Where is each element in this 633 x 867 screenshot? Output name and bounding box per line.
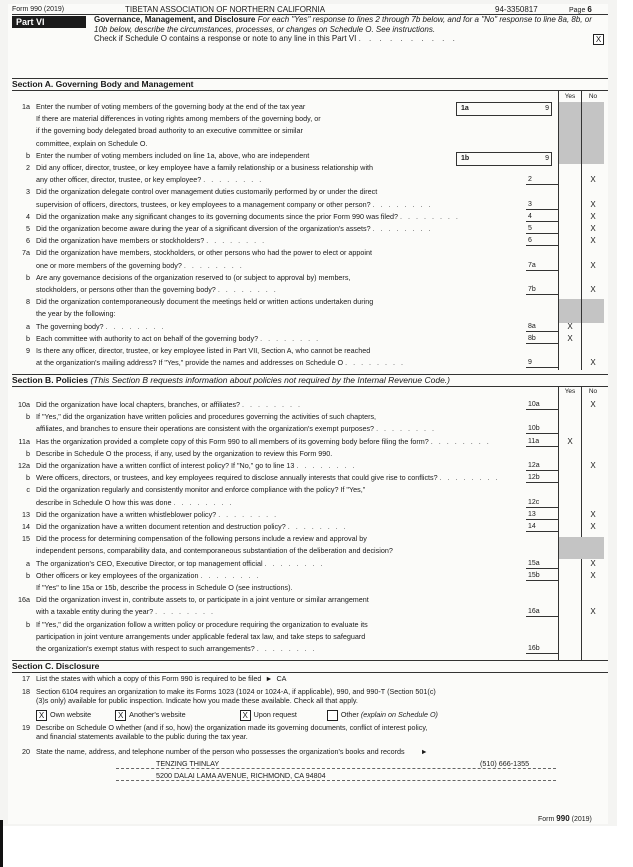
part-title: Governance, Management, and Disclosure [94,15,256,24]
line-number: 14 [22,522,30,531]
no-answer[interactable]: X [590,285,596,294]
line-text: Did the organization have local chapters, branches, or affiliates? . . . . . . . . [36,400,303,409]
no-answer[interactable]: X [590,236,596,246]
line-number: 15 [22,534,30,544]
line-1b-box-label: 1b [461,155,470,162]
no-answer[interactable]: X [590,400,596,409]
line-number: 3 [26,187,30,197]
no-answer[interactable]: X [590,358,596,368]
line-text: The organization's CEO, Executive Director, or top management official . . . . . . . . [36,558,325,568]
no-answer[interactable]: X [590,607,596,617]
line-ref: 6 [526,236,558,246]
section-b-no-header: No [588,388,598,395]
no-answer[interactable]: X [590,175,596,185]
line-text: if the governing body delegated broad authority to an executive committee or similar [36,126,303,136]
line-ref: 12c [526,498,558,508]
line-ref: 7a [526,261,558,271]
option-upon-request[interactable]: X Upon request [240,710,297,719]
line-text: If there are material differences in voting rights among members of the governing body, or [36,114,321,124]
section-b-title: Section B. Policies (This Section B requests information about policies not required by the Internal Revenue Code.) [12,374,608,387]
line-text: Describe in Schedule O the process, if any, used by the organization to review this Form 990. [36,448,333,458]
yes-answer[interactable]: X [567,321,573,331]
line-1b-value[interactable]: 9 [545,155,549,162]
line-text: Are any governance decisions of the organization reserved to (or subject to approval by) members, [36,272,351,282]
form-page: Form 990 (2019) TIBETAN ASSOCIATION OF NORTHERN CALIFORNIA 94-3350817 Page 6 Part VI Governance, Management, and Disclosure For each "Yes" response to lines 2 through 7b below, and for a "No" response to line 8a, 8b, or 10b below, describe the circumstances, processes, or changes on Schedule O. See instructions. Check if Schedule O contains a response or note to any line in this Part VI . . . . . . . . . . X Section A. Governing Body and Management Yes No 1a 9 1b 9 1a Enter the number of voting members of the governing body at the end of the tax year If there are material differences in voting rights among members of the governing body, or if the governing body delegated broad authority to an executive committee or similar committee, explain on Schedule O. b Enter the number of voting members included on line 1a, above, who are independent 2 Did any officer, director, trustee, or key employee have a family relationship or a business relationship with any other officer, director, trustee, or key employee? . . . . . . . . 2 X 3 Did the organization delegate control over management duties customarily performed by or under the direct supervision of officers, directors, trustees, or key employees to a management company or other person? . . . . . . . . 3 X 4 Did the organization make any significant changes to its governing documents since the prior Form 990 was filed? . . . . . . . . 4 X 5 Did the organization become aware during the year of a significant diversion of the organization's assets? . . . . . . . . 5 X 6 Did the organization have members or stockholders? . . . . . . . . 6 X 7a Did the organization have members, stockholders, or other persons who had the power to elect or appoint one or more members of the governing body? . . . . . . . . 7a X b Are any governance decisions of the organization reserved to (or subject to approval by) members, stockholders, or persons other than the governing body? . . . . . . . . 7b X 8 Did the organization contemporaneously document the meetings held or written actions undertaken during the year by the following: a The governing body? . . . . . . . . 8a X b Each committee with authority to act on behalf of the governing body? . . . . . . . . 8b X 9 Is there any officer, director, trustee, or key employee listed in Part VII, Section A, who cannot be reached at the organization's mailing address? If "Yes," provide the names and addresses on Schedule O . . . . . . . . 9 X Section B. Policies (This Section B requests information about policies not required by the Internal Revenue Code.) Yes No 10a Did the organization have local chapters, branches, or affiliates? . . . . . . . . 10a X b If "Yes," did the organization have written policies and procedures governing the activities of such chapters, affiliates, and branches to ensure their operations are consistent with the organization's exempt purposes? . . . . . . . . 10b 11a Has the organization provided a complete copy of this Form 990 to all members of its governing body before filing the form? . . . . . . . . 11a X b Describe in Schedule O the process, if any, used by the organization to review this Form 990. 12a Did the organization have a written conflict of interest policy? If "No," go to line 13 . . . . . . . . 12a X b Were officers, directors, or trustees, and key employees required to disclose annually interests that could give rise to conflicts? . . . . . . . . 12b c Did the organization regularly and consistently monitor and enforce compliance with the policy? If "Yes," describe in Schedule O how this was done . . . . . . . . 12c 13 Did the organization have a written whistleblower policy? . . . . . . . . 13 X 14 Did the organization have a written document retention and destruction policy? . . . . . . . . 14 X 15 Did the process for determining compensation of the following persons include a review and approval by independent persons, comparability data, and contemporaneous substantiation of the deliberation and decision? a The organization's CEO, Executive Director, or top management official . . . . . . . . 15a X b Other officers or key employees of the organization . . . . . . . . 15b X If "Yes" to line 15a or 15b, describe the process in Schedule O (see instructions). 16a Did the organization invest in, contribute assets to, or participate in a joint venture or similar arrangement with a taxable entity during the year? . . . . . . . . 16a X b If "Yes," did the organization follow a written policy or procedure requiring the organization to evaluate its participation in joint venture arrangements under applicable federal tax law, and take steps to safeguard the organization's exempt status with respect to such arrangements? . . . . . . . . 16b Section C. Disclosure 17 List the states with which a copy of this Form 990 is required to be filed ► CA 18 Section 6104 requires an organization to make its Forms 1023 (1024 or 1024-A, if applicable), 990, and 990-T (Section 501(c) (3)s only) available for public inspection. Indicate how you made these available. Check all that apply. X Own website X Another's website X Upon request Other (explain on Schedule O) 19 Describe on Schedule O whether (and if so, how) the organization made its governing documents, conflict of interest policy, and financial statements available to the public during the tax year. 20 State the name, address, and telephone number of the person who possesses the organization's books and records ► TENZING THINLAY (510) 666-1355 5200 DALAI LAMA AVENUE, RICHMOND, CA 94804 Form 990 (2019) [8,4,608,824]
line-text: Did any officer, director, trustee, or key employee have a family relationship or a business relationship with [36,163,374,172]
line-text: committee, explain on Schedule O. [36,138,148,148]
line-number: 5 [26,224,30,233]
section-b-subtitle: (This Section B requests information about policies not required by the Internal Revenue Code.) [90,375,450,385]
line-number: b [26,150,30,160]
line-text: with a taxable entity during the year? . . . . . . . . [36,607,216,617]
no-answer[interactable]: X [590,211,596,221]
line-text: Has the organization provided a complete copy of this Form 990 to all members of its governing body before filing the form? . . . . . . . . [36,436,491,446]
line-text: If "Yes" to line 15a or 15b, describe the process in Schedule O (see instructions). [36,583,293,592]
bottom-margin [0,826,633,867]
upon-request-checkbox[interactable]: X [240,710,251,721]
form-label: Form 990 (2019) [12,6,65,13]
line-text: The governing body? . . . . . . . . [36,321,166,331]
other-checkbox[interactable] [327,710,338,721]
line-ref: 8b [526,334,558,344]
line-number: 11a [18,436,30,446]
line-number: b [26,412,30,422]
section-a-title: Section A. Governing Body and Management [12,78,608,91]
line-ref: 10a [526,400,558,410]
no-answer[interactable]: X [590,199,596,209]
line-17-states[interactable]: CA [276,674,287,683]
line-ref: 4 [526,212,558,222]
line-text: Each committee with authority to act on behalf of the governing body? . . . . . . . . [36,333,321,343]
line-text: stockholders, or persons other than the governing body? . . . . . . . . [36,285,278,294]
line-number: 1a [22,102,30,111]
line-text: Did the organization have a written document retention and destruction policy? . . . . . . . . [36,522,348,531]
line-number: b [26,448,30,458]
ein-number: 94-3350817 [495,5,538,14]
line-ref: 15a [526,559,558,569]
line-ref: 10b [526,424,558,434]
line-ref: 3 [526,200,558,210]
line-text: one or more members of the governing body? . . . . . . . . [36,260,244,270]
section-b-shade-15 [559,537,604,559]
line-ref: 14 [526,522,558,532]
part-label: Part VI [12,16,86,28]
page-number: Page 6 [569,5,592,14]
contact-address-line [116,771,556,781]
line-number: a [26,558,30,568]
line-text: affiliates, and branches to ensure their operations are consistent with the organization's exempt purposes? . . . . . . . . [36,424,437,434]
scan-edge-strip [0,820,3,867]
schedule-o-check-text: Check if Schedule O contains a response or note to any line in this Part VI [94,34,357,43]
own-website-checkbox[interactable]: X [36,710,47,721]
line-ref: 2 [526,175,558,185]
line-text: Were officers, directors, or trustees, and key employees required to disclose annually interests that could give rise to conflicts? . . . . . . . . [36,473,500,483]
option-other[interactable]: Other (explain on Schedule O) [327,710,438,719]
line-ref: 11a [526,437,558,447]
line-number: b [26,333,30,343]
no-answer[interactable]: X [590,522,596,531]
line-text: Enter the number of voting members included on line 1a, above, who are independent [36,150,310,160]
line-text: Did the process for determining compensation of the following persons include a review and approval by [36,534,367,544]
organization-name: TIBETAN ASSOCIATION OF NORTHERN CALIFORNIA [125,5,326,14]
schedule-o-check-row: Check if Schedule O contains a response or note to any line in this Part VI . . . . . . . . . . X [94,34,606,44]
line-ref: 15b [526,571,558,581]
line-number: 12a [18,461,30,470]
line-text: participation in joint venture arrangements under applicable federal tax law, and take steps to safeguard [36,631,366,641]
line-number: 16a [18,595,30,605]
line-text: Did the organization invest in, contribute assets to, or participate in a joint venture or similar arrangement [36,595,369,605]
line-text: Did the organization have members or stockholders? . . . . . . . . [36,236,267,246]
no-answer[interactable]: X [590,461,596,470]
line-number: c [26,485,30,495]
line-ref: 12a [526,461,558,471]
option-own-website[interactable]: X Own website [36,710,91,719]
line-ref: 9 [526,358,558,368]
line-ref: 13 [526,510,558,520]
line-ref: 16b [526,644,558,654]
part-subtitle: For each "Yes" response to lines 2 through 7b below, and for a "No" response to line 8a, 8b, or 10b below, describe the circumstances, processes, or changes on Schedule O. See instructions. [94,15,592,34]
line-number: a [26,321,30,331]
section-b-yes-header: Yes [564,388,576,395]
no-answer[interactable]: X [590,509,596,519]
part-description [94,15,606,44]
contact-address[interactable]: 5200 DALAI LAMA AVENUE, RICHMOND, CA 94804 [156,771,326,780]
line-1a-value[interactable]: 9 [545,105,549,112]
option-anothers-website[interactable]: X Another's website [115,710,186,719]
schedule-o-checkbox[interactable]: X [593,34,604,45]
yes-column-line-b [558,386,559,660]
line-number: 8 [26,297,30,307]
line-text: the organization's exempt status with respect to such arrangements? . . . . . . . . [36,644,317,653]
line-ref: 16a [526,607,558,617]
line-text: Other officers or key employees of the organization . . . . . . . . [36,570,261,580]
line-text: independent persons, comparability data, and contemporaneous substantiation of the deliberation and decision? [36,546,393,556]
contact-phone[interactable]: (510) 666-1355 [480,759,530,768]
line-number: b [26,272,30,282]
section-c-title: Section C. Disclosure [12,660,608,673]
line-text: supervision of officers, directors, trustees, or key employees to a management company or other person? . . . . . . . . [36,199,433,209]
line-text: Did the organization have a written whistleblower policy? . . . . . . . . [36,509,279,519]
no-answer[interactable]: X [590,570,596,580]
line-number: 9 [26,346,30,355]
line-ref: 7b [526,285,558,295]
line-text: describe in Schedule O how this was done . . . . . . . . [36,497,234,507]
line-number: 13 [22,509,30,519]
line-ref: 12b [526,473,558,483]
no-answer[interactable]: X [590,260,596,270]
line-text: Did the organization have members, stockholders, or other persons who had the power to elect or appoint [36,248,373,258]
line-text: Did the organization become aware during the year of a significant diversion of the organization's assets? . . . . . . . . [36,224,433,233]
line-number: b [26,619,30,629]
contact-name-line [116,759,556,769]
line-text: If "Yes," did the organization follow a written policy or procedure requiring the organization to evaluate its [36,619,368,629]
yes-answer[interactable]: X [567,333,573,343]
no-answer[interactable]: X [590,558,596,568]
yes-answer[interactable]: X [567,436,573,446]
line-text: Enter the number of voting members of the governing body at the end of the tax year [36,102,306,111]
anothers-website-checkbox[interactable]: X [115,710,126,721]
line-number: 4 [26,211,30,221]
line-text: Did the organization have a written conflict of interest policy? If "No," go to line 13 . . . . . . . . [36,461,357,470]
line-number: b [26,570,30,580]
line-number: b [26,473,30,483]
line-text: Did the organization regularly and consistently monitor and enforce compliance with the policy? If "Yes," [36,485,366,495]
line-text: Did the organization make any significant changes to its governing documents since the prior Form 990 was filed? . . . . . . . . [36,211,460,221]
line-text: the year by the following: [36,309,116,319]
line-text: Did the organization delegate control over management duties customarily performed by or under the direct [36,187,378,197]
line-number: 2 [26,163,30,172]
line-number: 7a [22,248,30,258]
contact-name[interactable]: TENZING THINLAY [156,759,220,768]
line-text: Did the organization contemporaneously document the meetings held or written actions undertaken during [36,297,374,307]
line-text: at the organization's mailing address? If "Yes," provide the names and addresses on Schedule O . . . . . . . . [36,358,406,368]
line-text: any other officer, director, trustee, or key employee? . . . . . . . . [36,175,264,185]
line-ref: 5 [526,224,558,234]
line-1a-box-label: 1a [461,105,469,112]
line-number: 6 [26,236,30,246]
no-answer[interactable]: X [590,224,596,233]
line-number: 10a [18,400,30,409]
form-header [12,4,608,15]
form-footer: Form 990 (2019) [538,814,592,823]
right-margin [617,0,633,826]
line-ref: 8a [526,322,558,332]
line-text: If "Yes," did the organization have written policies and procedures governing the activities of such chapters, [36,412,377,422]
line-text: Is there any officer, director, trustee, or key employee listed in Part VII, Section A, who cannot be reached [36,346,371,355]
section-a-yes-header: Yes [564,93,576,100]
section-a-no-header: No [588,93,598,100]
